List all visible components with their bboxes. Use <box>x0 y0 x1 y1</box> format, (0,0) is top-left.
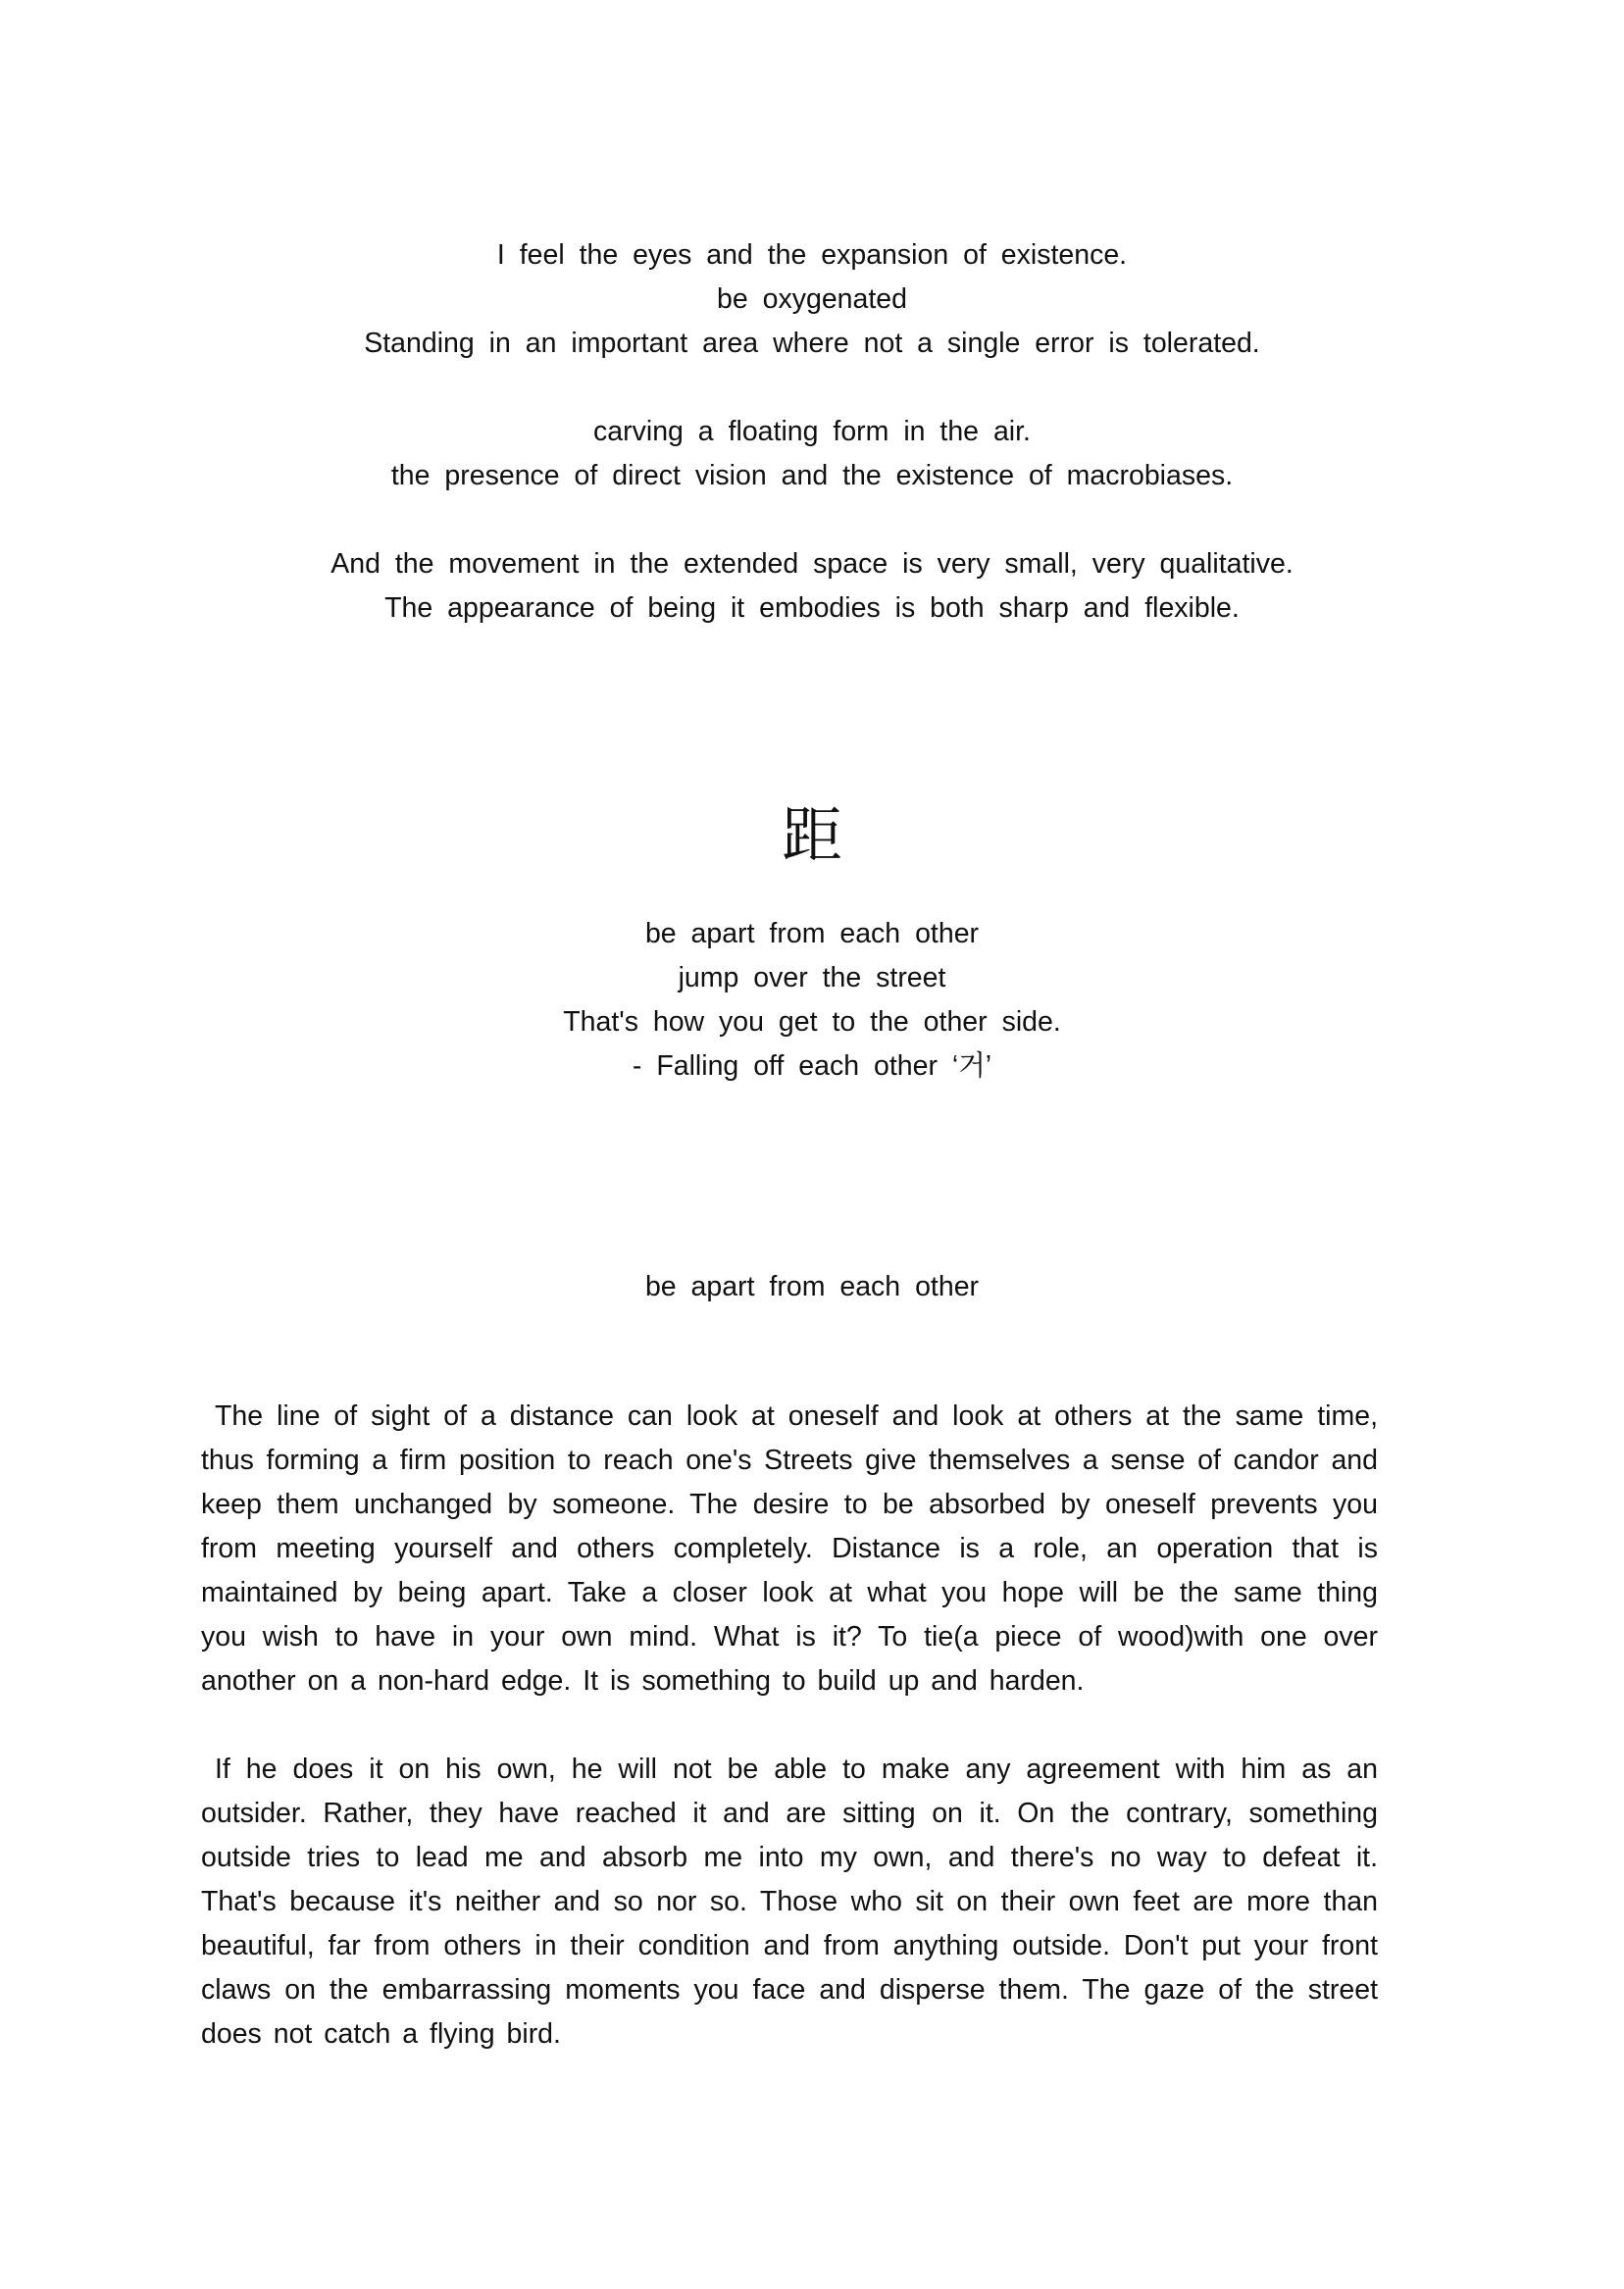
poem-line: the presence of direct vision and the existence of macrobiases. <box>390 460 1234 491</box>
stanza-break <box>0 498 1624 542</box>
poem-line: be apart from each other <box>644 918 980 949</box>
poem-line: be oxygenated <box>717 283 907 315</box>
section-heading: be apart from each other <box>644 1271 980 1302</box>
prose-paragraph-2 <box>201 1748 1378 2057</box>
paragraph-text: If he does it on his own, he will not be able to make any agreement with him as an outsider. Rather, they have reached it and are sitting on it. On the contrary, something outside tries to lead me and absorb me into my own, and there's no way to defeat it. That's because it's neither and so nor so. Those who sit on their own feet are more than beautiful, far from others in their condition and from anything outside. Don't put your front claws on the embarrassing moments you face and disperse them. The gaze of the street does not catch a flying bird. <box>201 1754 1378 2050</box>
poem-line: And the movement in the extended space is very small, very qualitative. <box>330 548 1294 580</box>
opening-poem <box>0 233 1624 631</box>
distance-poem <box>0 912 1624 1089</box>
poem-line: I feel the eyes and the expansion of existence. <box>496 239 1128 271</box>
poem-line: Standing in an important area where not a single error is tolerated. <box>364 328 1260 359</box>
poem-line: The appearance of being it embodies is both sharp and flexible. <box>384 592 1240 624</box>
poem-line: - Falling off each other ‘거’ <box>632 1050 992 1082</box>
stanza-break <box>0 366 1624 410</box>
poem-line: carving a floating form in the air. <box>593 416 1031 447</box>
poem-line: jump over the street <box>678 962 946 993</box>
prose-paragraph-1 <box>201 1395 1378 1704</box>
paragraph-text: The line of sight of a distance can look at oneself and look at others at the same time, thus forming a firm position to reach one's Streets give themselves a sense of candor and keep them unchanged by someone. The desire to be absorbed by oneself prevents you from meeting yourself and others completely. Distance is a role, an operation that is maintained by being apart. Take a closer look at what you hope will be the same thing you wish to have in your own mind. What is it? To tie(a piece of wood)with one over another on a non-hard edge. It is something to build up and harden. <box>201 1400 1378 1697</box>
poem-line: That's how you get to the other side. <box>563 1006 1061 1038</box>
hanja-title: 距 <box>781 799 842 871</box>
